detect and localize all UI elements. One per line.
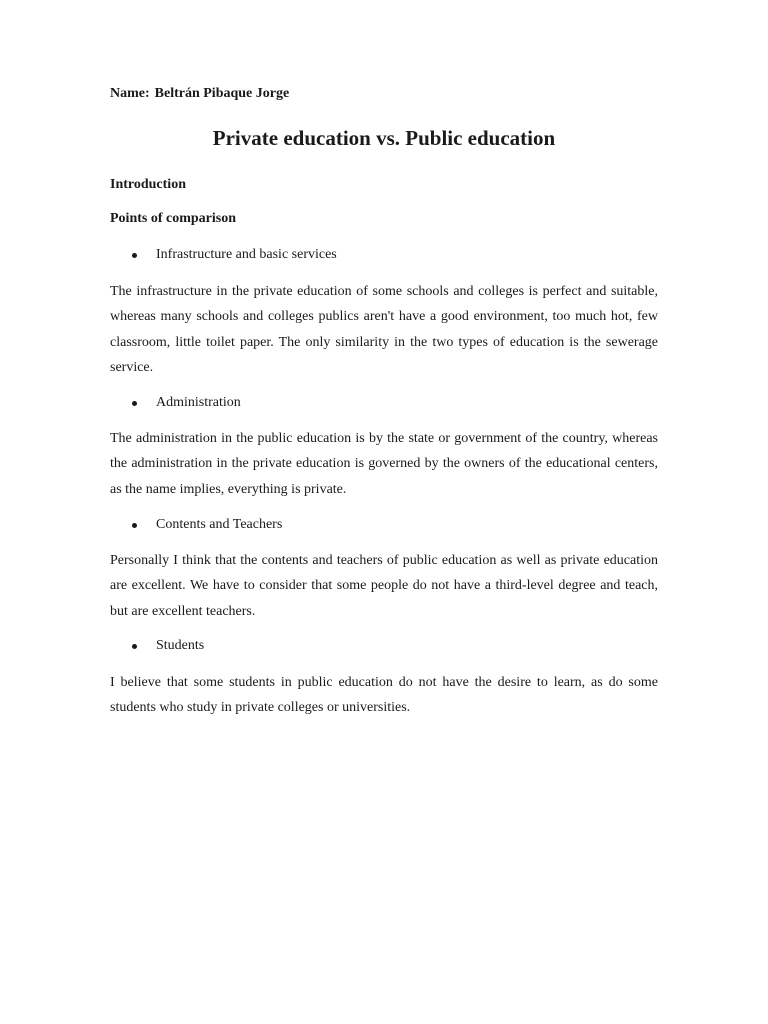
document-title: Private education vs. Public education (212, 126, 556, 150)
introduction-heading: Introduction (110, 177, 186, 192)
paragraph-students: I believe that some students in public education do not have the desire to learn, as do some students who study in private colleges or universities. (110, 675, 658, 716)
bullet-dot-icon (132, 523, 137, 528)
paragraph-contents-and-teachers: Personally I think that the contents and teachers of public education as well as private education are excellent. We have to consider that some people do not have a third-level degree and teach, but are excellent teachers. (110, 553, 658, 619)
paragraph-infrastructure: The infrastructure in the private education of some schools and colleges is perfect and suitable, whereas many schools and colleges publics aren't have a good environment, too much hot, few classroom, little toilet paper. The only similarity in the two types of education is the sewerage service. (110, 284, 658, 375)
bullet-label: Contents and Teachers (156, 517, 283, 532)
document-page (110, 0, 658, 1024)
author-name-line (110, 86, 289, 102)
bullet-label: Administration (156, 395, 241, 410)
name-label: Name: (110, 86, 150, 101)
bullet-label: Students (156, 638, 205, 653)
bullet-dot-icon (132, 644, 137, 649)
author-name: Beltrán Pibaque Jorge (154, 86, 290, 101)
bullet-dot-icon (132, 401, 137, 406)
bullet-label: Infrastructure and basic services (156, 247, 337, 262)
bullet-dot-icon (132, 253, 137, 258)
points-of-comparison-heading: Points of comparison (110, 211, 236, 226)
paragraph-administration: The administration in the public education is by the state or government of the country, whereas the administration in the private education is governed by the owners of the educational centers, as the name implies, everything is private. (110, 431, 658, 497)
